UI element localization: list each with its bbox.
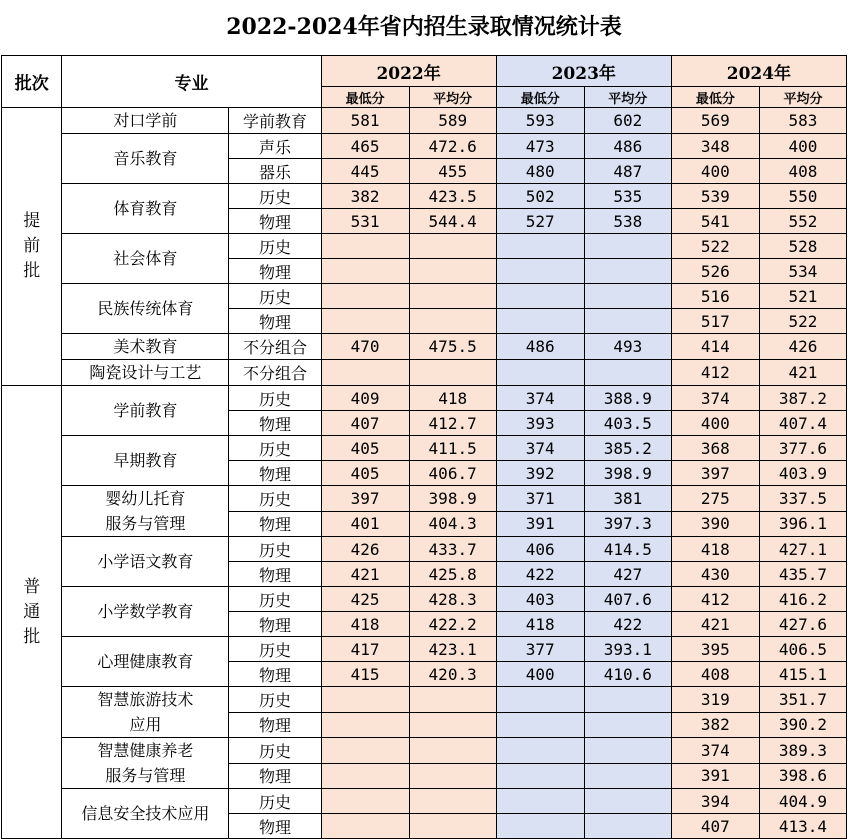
min-score-cell: 392 <box>496 461 584 486</box>
avg-score-cell <box>584 360 671 386</box>
table-row <box>2 334 847 360</box>
min-score-cell: 390 <box>671 511 759 537</box>
min-score-cell: 412 <box>671 587 759 612</box>
avg-score-cell: 403.9 <box>759 461 846 486</box>
avg-score-header: 平均分 <box>759 87 846 108</box>
major-header: 专业 <box>62 56 321 108</box>
min-score-cell: 516 <box>671 284 759 309</box>
subject-group: 物理 <box>229 209 321 234</box>
avg-score-cell: 385.2 <box>584 436 671 461</box>
avg-score-cell: 388.9 <box>584 386 671 411</box>
min-score-cell: 445 <box>321 159 409 184</box>
major-name: 陶瓷设计与工艺 <box>62 360 229 386</box>
avg-score-cell: 412.7 <box>409 411 496 436</box>
batch-label: 提前批 <box>23 211 41 281</box>
min-score-cell: 397 <box>321 486 409 512</box>
min-score-cell: 348 <box>671 134 759 159</box>
min-score-cell: 527 <box>496 209 584 234</box>
min-score-cell <box>321 712 409 738</box>
min-score-cell <box>321 309 409 334</box>
min-score-cell: 541 <box>671 209 759 234</box>
min-score-cell <box>496 789 584 814</box>
min-score-cell: 374 <box>496 436 584 461</box>
avg-score-cell: 377.6 <box>759 436 846 461</box>
min-score-cell: 412 <box>671 360 759 386</box>
min-score-cell: 374 <box>496 386 584 411</box>
batch-header: 批次 <box>2 56 62 108</box>
avg-score-cell: 602 <box>584 108 671 134</box>
min-score-cell <box>496 309 584 334</box>
avg-score-cell: 404.9 <box>759 789 846 814</box>
min-score-cell: 421 <box>321 562 409 587</box>
min-score-cell: 415 <box>321 662 409 687</box>
major-name: 小学数学教育 <box>62 587 229 637</box>
batch-cell <box>2 108 62 386</box>
min-score-cell: 401 <box>321 511 409 537</box>
min-score-cell: 526 <box>671 259 759 284</box>
min-score-cell: 319 <box>671 687 759 713</box>
min-score-cell: 406 <box>496 537 584 562</box>
min-score-cell: 377 <box>496 637 584 662</box>
min-score-cell: 417 <box>321 637 409 662</box>
subject-group: 物理 <box>229 411 321 436</box>
avg-score-header: 平均分 <box>584 87 671 108</box>
subject-group: 历史 <box>229 637 321 662</box>
min-score-cell: 403 <box>496 587 584 612</box>
subject-group: 历史 <box>229 284 321 309</box>
min-score-cell: 400 <box>671 159 759 184</box>
subject-group: 物理 <box>229 763 321 789</box>
subject-group: 不分组合 <box>229 334 321 360</box>
min-score-cell: 414 <box>671 334 759 360</box>
avg-score-cell: 407.6 <box>584 587 671 612</box>
avg-score-cell: 397.3 <box>584 511 671 537</box>
avg-score-cell: 406.7 <box>409 461 496 486</box>
table-body <box>2 108 847 839</box>
avg-score-cell: 414.5 <box>584 537 671 562</box>
avg-score-cell: 398.9 <box>584 461 671 486</box>
table-row <box>2 134 847 159</box>
avg-score-cell: 427.1 <box>759 537 846 562</box>
avg-score-cell: 337.5 <box>759 486 846 512</box>
min-score-cell <box>321 789 409 814</box>
year-header-2024: 2024年 <box>671 56 846 87</box>
avg-score-cell: 487 <box>584 159 671 184</box>
avg-score-cell: 411.5 <box>409 436 496 461</box>
avg-score-cell <box>584 789 671 814</box>
table-row <box>2 486 847 512</box>
min-score-cell: 374 <box>671 738 759 764</box>
avg-score-cell: 406.5 <box>759 637 846 662</box>
subject-group: 历史 <box>229 537 321 562</box>
min-score-cell: 407 <box>671 814 759 839</box>
min-score-cell: 486 <box>496 334 584 360</box>
min-score-cell: 405 <box>321 436 409 461</box>
min-score-header: 最低分 <box>321 87 409 108</box>
min-score-cell <box>321 360 409 386</box>
major-name: 信息安全技术应用 <box>62 789 229 839</box>
avg-score-cell: 420.3 <box>409 662 496 687</box>
min-score-cell: 275 <box>671 486 759 512</box>
avg-score-cell <box>584 309 671 334</box>
avg-score-cell: 390.2 <box>759 712 846 738</box>
min-score-cell: 391 <box>496 511 584 537</box>
subject-group: 历史 <box>229 587 321 612</box>
min-score-cell: 393 <box>496 411 584 436</box>
avg-score-cell <box>409 814 496 839</box>
min-score-cell: 408 <box>671 662 759 687</box>
avg-score-cell <box>584 284 671 309</box>
avg-score-cell: 522 <box>759 309 846 334</box>
avg-score-cell: 544.4 <box>409 209 496 234</box>
table-row <box>2 108 847 134</box>
min-score-cell: 465 <box>321 134 409 159</box>
avg-score-cell: 422 <box>584 612 671 637</box>
avg-score-cell: 583 <box>759 108 846 134</box>
min-score-cell: 397 <box>671 461 759 486</box>
major-name: 小学语文教育 <box>62 537 229 587</box>
min-score-cell: 418 <box>321 612 409 637</box>
min-score-cell <box>496 763 584 789</box>
avg-score-cell: 455 <box>409 159 496 184</box>
avg-score-cell <box>584 814 671 839</box>
avg-score-cell <box>584 259 671 284</box>
min-score-cell <box>321 259 409 284</box>
avg-score-cell: 398.6 <box>759 763 846 789</box>
subject-group: 物理 <box>229 712 321 738</box>
table-row <box>2 386 847 411</box>
min-score-cell: 421 <box>671 612 759 637</box>
avg-score-cell: 421 <box>759 360 846 386</box>
avg-score-cell <box>409 234 496 259</box>
avg-score-cell: 428.3 <box>409 587 496 612</box>
min-score-cell <box>321 738 409 764</box>
min-score-cell: 480 <box>496 159 584 184</box>
avg-score-cell: 396.1 <box>759 511 846 537</box>
min-score-cell: 382 <box>671 712 759 738</box>
major-name: 美术教育 <box>62 334 229 360</box>
avg-score-cell: 387.2 <box>759 386 846 411</box>
min-score-cell: 371 <box>496 486 584 512</box>
min-score-cell: 539 <box>671 184 759 209</box>
min-score-cell: 368 <box>671 436 759 461</box>
avg-score-cell: 410.6 <box>584 662 671 687</box>
major-name: 智慧旅游技术 应用 <box>62 687 229 738</box>
min-score-cell: 382 <box>321 184 409 209</box>
min-score-cell: 407 <box>321 411 409 436</box>
min-score-cell: 430 <box>671 562 759 587</box>
min-score-cell <box>321 814 409 839</box>
min-score-cell: 374 <box>671 386 759 411</box>
min-score-cell <box>496 360 584 386</box>
min-score-cell <box>496 687 584 713</box>
min-score-cell: 391 <box>671 763 759 789</box>
avg-score-cell: 351.7 <box>759 687 846 713</box>
avg-score-cell: 427 <box>584 562 671 587</box>
subject-group: 历史 <box>229 789 321 814</box>
avg-score-cell: 413.4 <box>759 814 846 839</box>
table-row <box>2 587 847 612</box>
avg-score-cell: 423.1 <box>409 637 496 662</box>
major-name: 早期教育 <box>62 436 229 486</box>
major-name: 音乐教育 <box>62 134 229 184</box>
min-score-cell: 569 <box>671 108 759 134</box>
avg-score-cell: 423.5 <box>409 184 496 209</box>
avg-score-cell <box>409 687 496 713</box>
min-score-cell: 405 <box>321 461 409 486</box>
min-score-cell <box>321 763 409 789</box>
avg-score-cell <box>409 763 496 789</box>
avg-score-cell: 535 <box>584 184 671 209</box>
table-row <box>2 789 847 814</box>
avg-score-cell: 538 <box>584 209 671 234</box>
avg-score-cell: 433.7 <box>409 537 496 562</box>
subject-group: 历史 <box>229 486 321 512</box>
subject-group: 历史 <box>229 738 321 764</box>
subject-group: 学前教育 <box>229 108 321 134</box>
min-score-cell: 502 <box>496 184 584 209</box>
min-score-cell <box>321 687 409 713</box>
min-score-cell: 395 <box>671 637 759 662</box>
table-row <box>2 234 847 259</box>
min-score-cell: 426 <box>321 537 409 562</box>
avg-score-cell: 550 <box>759 184 846 209</box>
subject-group: 历史 <box>229 184 321 209</box>
avg-score-cell: 422.2 <box>409 612 496 637</box>
avg-score-cell: 408 <box>759 159 846 184</box>
table-row <box>2 637 847 662</box>
min-score-cell: 425 <box>321 587 409 612</box>
table-row <box>2 537 847 562</box>
table-row <box>2 738 847 764</box>
avg-score-cell <box>409 309 496 334</box>
avg-score-cell: 534 <box>759 259 846 284</box>
min-score-cell: 394 <box>671 789 759 814</box>
avg-score-header: 平均分 <box>409 87 496 108</box>
subject-group: 物理 <box>229 612 321 637</box>
min-score-cell <box>496 814 584 839</box>
avg-score-cell <box>584 712 671 738</box>
avg-score-cell <box>584 687 671 713</box>
subject-group: 声乐 <box>229 134 321 159</box>
table-row <box>2 284 847 309</box>
avg-score-cell <box>409 712 496 738</box>
avg-score-cell <box>409 789 496 814</box>
major-name: 心理健康教育 <box>62 637 229 687</box>
major-name: 婴幼儿托育 服务与管理 <box>62 486 229 537</box>
batch-cell <box>2 386 62 839</box>
avg-score-cell <box>584 738 671 764</box>
avg-score-cell: 416.2 <box>759 587 846 612</box>
min-score-cell: 400 <box>671 411 759 436</box>
avg-score-cell: 393.1 <box>584 637 671 662</box>
admission-score-table <box>1 55 847 839</box>
avg-score-cell: 552 <box>759 209 846 234</box>
avg-score-cell: 435.7 <box>759 562 846 587</box>
min-score-cell: 522 <box>671 234 759 259</box>
subject-group: 物理 <box>229 461 321 486</box>
min-score-cell <box>496 738 584 764</box>
min-score-cell <box>496 234 584 259</box>
avg-score-cell <box>409 738 496 764</box>
avg-score-cell: 404.3 <box>409 511 496 537</box>
major-name: 民族传统体育 <box>62 284 229 334</box>
year-header-2022: 2022年 <box>321 56 496 87</box>
subject-group: 物理 <box>229 562 321 587</box>
subject-group: 物理 <box>229 511 321 537</box>
avg-score-cell <box>409 284 496 309</box>
min-score-cell: 422 <box>496 562 584 587</box>
year-header-2023: 2023年 <box>496 56 671 87</box>
min-score-cell <box>496 284 584 309</box>
avg-score-cell: 415.1 <box>759 662 846 687</box>
major-name: 智慧健康养老 服务与管理 <box>62 738 229 789</box>
avg-score-cell: 589 <box>409 108 496 134</box>
min-score-cell: 418 <box>496 612 584 637</box>
min-score-cell <box>321 234 409 259</box>
min-score-cell <box>321 284 409 309</box>
min-score-header: 最低分 <box>496 87 584 108</box>
avg-score-cell: 425.8 <box>409 562 496 587</box>
min-score-cell: 400 <box>496 662 584 687</box>
min-score-cell <box>496 259 584 284</box>
min-score-cell: 473 <box>496 134 584 159</box>
min-score-header: 最低分 <box>671 87 759 108</box>
subject-group: 器乐 <box>229 159 321 184</box>
avg-score-cell <box>409 259 496 284</box>
table-row <box>2 360 847 386</box>
subject-group: 物理 <box>229 814 321 839</box>
avg-score-cell: 403.5 <box>584 411 671 436</box>
avg-score-cell <box>584 234 671 259</box>
min-score-cell: 581 <box>321 108 409 134</box>
major-name: 体育教育 <box>62 184 229 234</box>
avg-score-cell: 426 <box>759 334 846 360</box>
table-row <box>2 687 847 713</box>
avg-score-cell: 400 <box>759 134 846 159</box>
avg-score-cell: 398.9 <box>409 486 496 512</box>
subject-group: 历史 <box>229 234 321 259</box>
avg-score-cell: 472.6 <box>409 134 496 159</box>
avg-score-cell: 389.3 <box>759 738 846 764</box>
subject-group: 不分组合 <box>229 360 321 386</box>
avg-score-cell <box>409 360 496 386</box>
min-score-cell: 517 <box>671 309 759 334</box>
min-score-cell: 418 <box>671 537 759 562</box>
min-score-cell: 593 <box>496 108 584 134</box>
avg-score-cell: 418 <box>409 386 496 411</box>
min-score-cell: 470 <box>321 334 409 360</box>
major-name: 对口学前 <box>62 108 229 134</box>
avg-score-cell: 407.4 <box>759 411 846 436</box>
min-score-cell: 409 <box>321 386 409 411</box>
subject-group: 历史 <box>229 386 321 411</box>
avg-score-cell: 493 <box>584 334 671 360</box>
min-score-cell <box>496 712 584 738</box>
major-name: 社会体育 <box>62 234 229 284</box>
batch-label: 普通批 <box>23 576 41 647</box>
table-row <box>2 436 847 461</box>
min-score-cell: 531 <box>321 209 409 234</box>
avg-score-cell: 486 <box>584 134 671 159</box>
avg-score-cell: 381 <box>584 486 671 512</box>
avg-score-cell: 521 <box>759 284 846 309</box>
avg-score-cell: 528 <box>759 234 846 259</box>
major-name: 学前教育 <box>62 386 229 436</box>
avg-score-cell: 427.6 <box>759 612 846 637</box>
avg-score-cell: 475.5 <box>409 334 496 360</box>
page-title: 2022-2024年省内招生录取情况统计表 <box>226 14 622 40</box>
table-row <box>2 184 847 209</box>
subject-group: 历史 <box>229 687 321 713</box>
subject-group: 历史 <box>229 436 321 461</box>
subject-group: 物理 <box>229 259 321 284</box>
subject-group: 物理 <box>229 309 321 334</box>
subject-group: 物理 <box>229 662 321 687</box>
avg-score-cell <box>584 763 671 789</box>
